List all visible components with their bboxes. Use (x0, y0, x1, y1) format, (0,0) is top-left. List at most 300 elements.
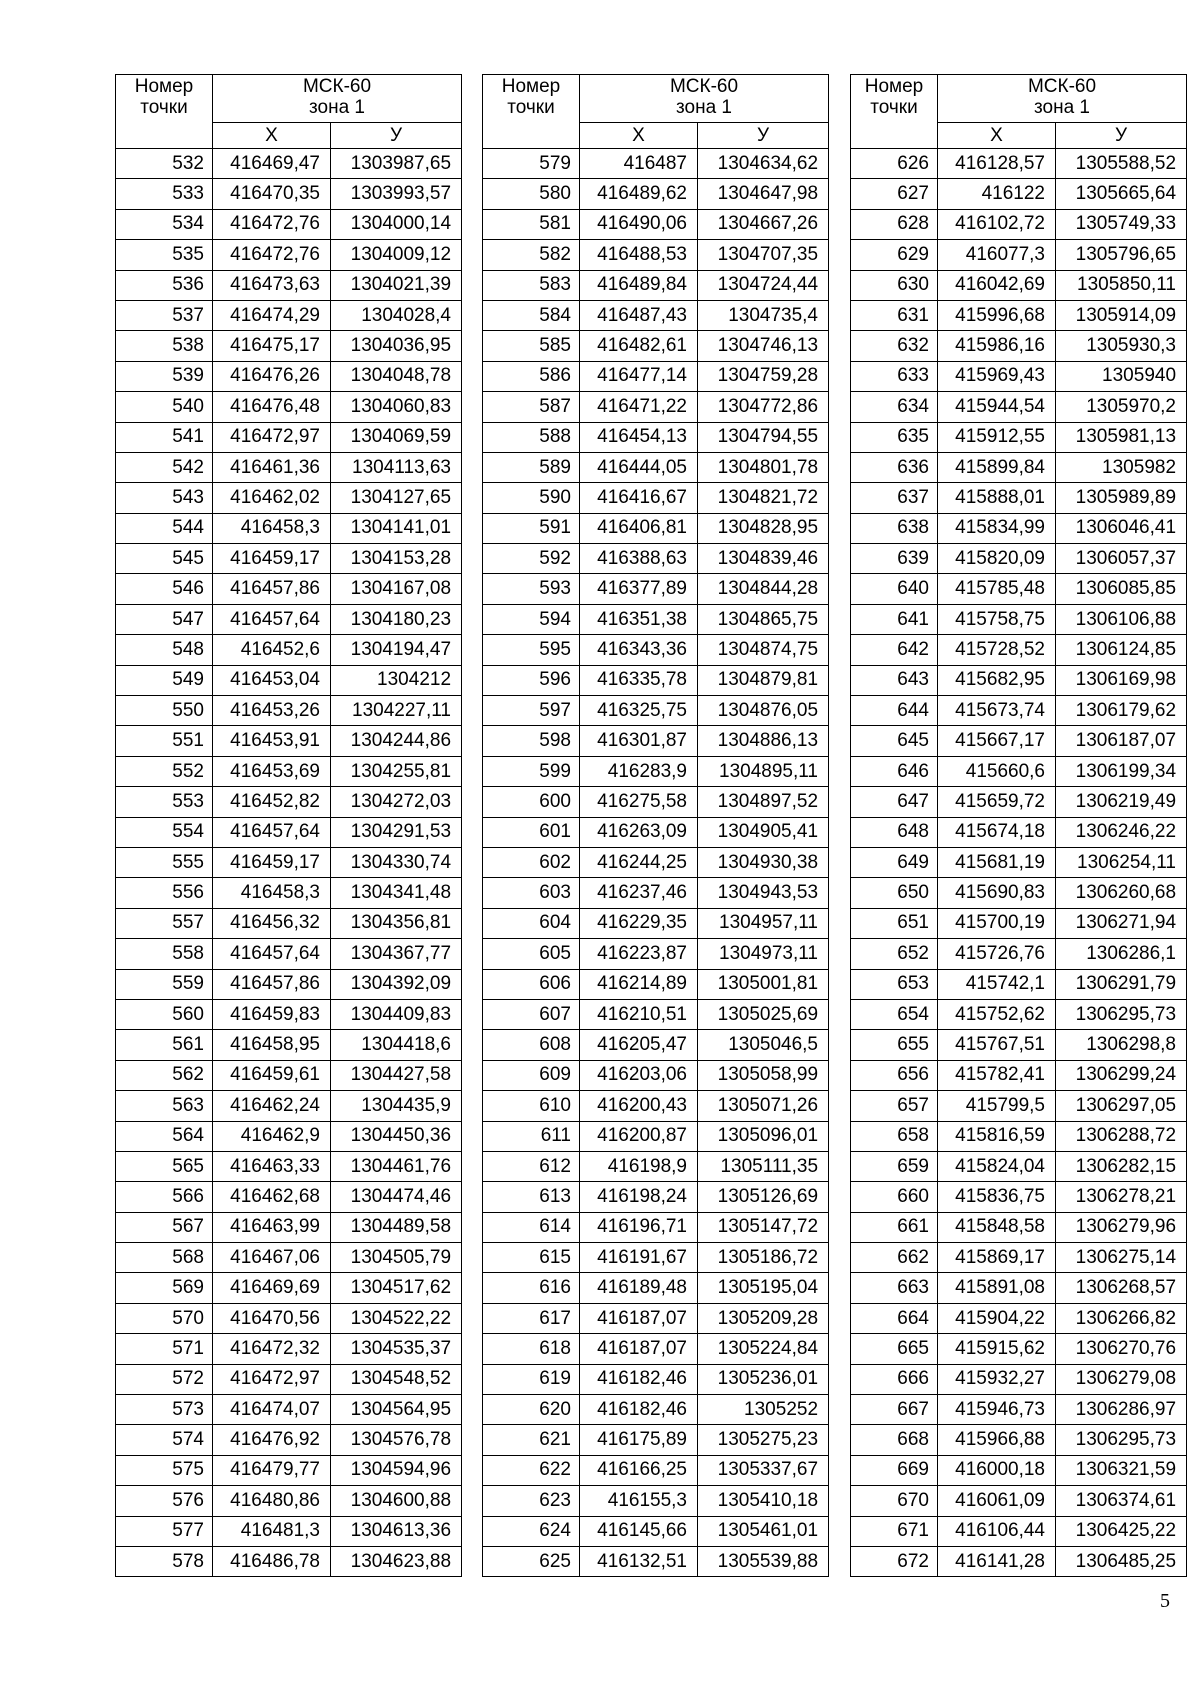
point-number-cell: 644 (851, 696, 938, 726)
y-coordinate-cell: 1306199,34 (1056, 756, 1187, 786)
x-coordinate-cell: 416198,24 (580, 1182, 698, 1212)
y-coordinate-cell: 1306246,22 (1056, 817, 1187, 847)
point-number-cell: 582 (483, 240, 580, 270)
table-row (116, 1546, 462, 1576)
point-number-cell: 669 (851, 1455, 938, 1485)
table-row (116, 665, 462, 695)
y-coordinate-cell: 1306288,72 (1056, 1121, 1187, 1151)
x-coordinate-cell: 416325,75 (580, 696, 698, 726)
y-coordinate-cell: 1304069,59 (331, 422, 462, 452)
point-number-cell: 623 (483, 1486, 580, 1516)
y-coordinate-cell: 1304905,41 (698, 817, 829, 847)
point-number-cell: 624 (483, 1516, 580, 1546)
y-coordinate-cell: 1306295,73 (1056, 1425, 1187, 1455)
x-coordinate-cell: 416343,36 (580, 635, 698, 665)
y-coordinate-cell: 1306321,59 (1056, 1455, 1187, 1485)
y-coordinate-cell: 1304450,36 (331, 1121, 462, 1151)
y-coordinate-cell: 1304489,58 (331, 1212, 462, 1242)
point-number-cell: 554 (116, 817, 213, 847)
x-coordinate-cell: 415824,04 (938, 1151, 1056, 1181)
table-row (116, 1060, 462, 1090)
x-coordinate-cell: 416187,07 (580, 1303, 698, 1333)
point-number-cell: 612 (483, 1151, 580, 1181)
table-row (483, 544, 829, 574)
point-number-cell: 631 (851, 300, 938, 330)
table-row (483, 270, 829, 300)
x-coordinate-cell: 416476,26 (213, 361, 331, 391)
table-row (116, 1425, 462, 1455)
y-coordinate-cell: 1304048,78 (331, 361, 462, 391)
point-number-cell: 667 (851, 1395, 938, 1425)
table-row (483, 1060, 829, 1090)
x-coordinate-cell: 416061,09 (938, 1486, 1056, 1516)
point-number-cell: 604 (483, 908, 580, 938)
table-row (851, 392, 1187, 422)
y-coordinate-cell: 1305940 (1056, 361, 1187, 391)
x-coordinate-cell: 416461,36 (213, 452, 331, 482)
point-number-cell: 621 (483, 1425, 580, 1455)
table-row (483, 939, 829, 969)
y-coordinate-cell: 1304272,03 (331, 787, 462, 817)
table-row (483, 696, 829, 726)
table-row (851, 1303, 1187, 1333)
table-row (851, 604, 1187, 634)
x-coordinate-cell: 416198,9 (580, 1151, 698, 1181)
table-row (483, 908, 829, 938)
point-number-cell: 599 (483, 756, 580, 786)
point-number-cell: 558 (116, 939, 213, 969)
x-coordinate-cell: 415659,72 (938, 787, 1056, 817)
x-coordinate-cell: 415996,68 (938, 300, 1056, 330)
x-coordinate-cell: 416452,82 (213, 787, 331, 817)
y-coordinate-cell: 1304594,96 (331, 1455, 462, 1485)
table-row (116, 696, 462, 726)
table-row (851, 847, 1187, 877)
point-number-cell: 600 (483, 787, 580, 817)
table-row (851, 1486, 1187, 1516)
point-number-cell: 591 (483, 513, 580, 543)
table-row (483, 635, 829, 665)
point-number-cell: 625 (483, 1546, 580, 1576)
x-coordinate-cell: 415767,51 (938, 1030, 1056, 1060)
point-number-cell: 575 (116, 1455, 213, 1485)
x-coordinate-cell: 415726,76 (938, 939, 1056, 969)
point-number-cell: 562 (116, 1060, 213, 1090)
y-coordinate-cell: 1305539,88 (698, 1546, 829, 1576)
point-number-cell: 664 (851, 1303, 938, 1333)
x-coordinate-cell: 416481,3 (213, 1516, 331, 1546)
coordinates-table-3 (850, 74, 1187, 1577)
point-number-cell: 610 (483, 1091, 580, 1121)
y-coordinate-cell: 1304930,38 (698, 847, 829, 877)
table-row (116, 392, 462, 422)
y-coordinate-cell: 1304801,78 (698, 452, 829, 482)
y-coordinate-cell: 1304021,39 (331, 270, 462, 300)
x-coordinate-cell: 416453,26 (213, 696, 331, 726)
y-coordinate-cell: 1306179,62 (1056, 696, 1187, 726)
table-row (116, 209, 462, 239)
x-coordinate-cell: 416488,53 (580, 240, 698, 270)
y-coordinate-cell: 1304255,81 (331, 756, 462, 786)
point-number-cell: 651 (851, 908, 938, 938)
point-number-cell: 645 (851, 726, 938, 756)
x-coordinate-cell: 416145,66 (580, 1516, 698, 1546)
y-coordinate-cell: 1304746,13 (698, 331, 829, 361)
table-row (851, 787, 1187, 817)
table-row (116, 1030, 462, 1060)
x-coordinate-cell: 416480,86 (213, 1486, 331, 1516)
y-coordinate-cell: 1304623,88 (331, 1546, 462, 1576)
x-column-header: Х (213, 123, 331, 149)
point-number-cell: 643 (851, 665, 938, 695)
x-coordinate-cell: 416175,89 (580, 1425, 698, 1455)
y-coordinate-cell: 1306298,8 (1056, 1030, 1187, 1060)
y-coordinate-cell: 1305981,13 (1056, 422, 1187, 452)
x-coordinate-cell: 415899,84 (938, 452, 1056, 482)
point-number-cell: 539 (116, 361, 213, 391)
y-coordinate-cell: 1304957,11 (698, 908, 829, 938)
table-row (851, 1395, 1187, 1425)
point-number-cell: 561 (116, 1030, 213, 1060)
table-row (851, 696, 1187, 726)
y-coordinate-cell: 1305071,26 (698, 1091, 829, 1121)
table-row (851, 361, 1187, 391)
x-coordinate-cell: 416472,97 (213, 422, 331, 452)
x-coordinate-cell: 415888,01 (938, 483, 1056, 513)
table-row (116, 331, 462, 361)
table-row (483, 483, 829, 513)
table-row (116, 847, 462, 877)
y-coordinate-cell: 1304036,95 (331, 331, 462, 361)
x-coordinate-cell: 416475,17 (213, 331, 331, 361)
y-coordinate-cell: 1305914,09 (1056, 300, 1187, 330)
y-coordinate-cell: 1304474,46 (331, 1182, 462, 1212)
table-row (483, 604, 829, 634)
point-number-cell: 634 (851, 392, 938, 422)
point-number-cell: 536 (116, 270, 213, 300)
point-number-cell: 555 (116, 847, 213, 877)
x-coordinate-cell: 416476,48 (213, 392, 331, 422)
y-coordinate-cell: 1306286,97 (1056, 1395, 1187, 1425)
y-coordinate-cell: 1306279,08 (1056, 1364, 1187, 1394)
y-coordinate-cell: 1305989,89 (1056, 483, 1187, 513)
x-coordinate-cell: 416462,68 (213, 1182, 331, 1212)
x-coordinate-cell: 416155,3 (580, 1486, 698, 1516)
point-number-cell: 556 (116, 878, 213, 908)
table-row (483, 361, 829, 391)
table-row (116, 635, 462, 665)
y-coordinate-cell: 1304548,52 (331, 1364, 462, 1394)
y-coordinate-cell: 1304865,75 (698, 604, 829, 634)
table-row (116, 969, 462, 999)
table-row (851, 149, 1187, 179)
x-coordinate-cell: 416487 (580, 149, 698, 179)
point-number-cell: 578 (116, 1546, 213, 1576)
x-coordinate-cell: 416457,64 (213, 939, 331, 969)
y-coordinate-cell: 1305588,52 (1056, 149, 1187, 179)
y-coordinate-cell: 1305410,18 (698, 1486, 829, 1516)
y-coordinate-cell: 1304227,11 (331, 696, 462, 726)
point-number-cell: 603 (483, 878, 580, 908)
x-coordinate-cell: 415799,5 (938, 1091, 1056, 1121)
coordinates-table-2 (482, 74, 829, 1577)
y-coordinate-cell: 1305025,69 (698, 999, 829, 1029)
table-row (851, 331, 1187, 361)
point-number-cell: 653 (851, 969, 938, 999)
point-number-cell: 633 (851, 361, 938, 391)
y-coordinate-cell: 1306106,88 (1056, 604, 1187, 634)
x-coordinate-cell: 416351,38 (580, 604, 698, 634)
point-number-cell: 573 (116, 1395, 213, 1425)
point-number-cell: 570 (116, 1303, 213, 1333)
x-coordinate-cell: 416474,07 (213, 1395, 331, 1425)
point-number-cell: 622 (483, 1455, 580, 1485)
y-coordinate-cell: 1306057,37 (1056, 544, 1187, 574)
point-number-cell: 589 (483, 452, 580, 482)
point-number-cell: 584 (483, 300, 580, 330)
table-row (116, 787, 462, 817)
coordinate-system-header: МСК-60 зона 1 (213, 75, 462, 123)
x-coordinate-cell: 416275,58 (580, 787, 698, 817)
x-coordinate-cell: 416102,72 (938, 209, 1056, 239)
table-row (483, 665, 829, 695)
point-number-cell: 663 (851, 1273, 938, 1303)
x-coordinate-cell: 416470,56 (213, 1303, 331, 1333)
x-coordinate-cell: 415660,6 (938, 756, 1056, 786)
x-coordinate-cell: 416476,92 (213, 1425, 331, 1455)
x-coordinate-cell: 415912,55 (938, 422, 1056, 452)
y-coordinate-cell: 1304839,46 (698, 544, 829, 574)
x-coordinate-cell: 416214,89 (580, 969, 698, 999)
x-coordinate-cell: 416200,43 (580, 1091, 698, 1121)
table-row (116, 1121, 462, 1151)
point-number-cell: 540 (116, 392, 213, 422)
y-coordinate-cell: 1305058,99 (698, 1060, 829, 1090)
y-coordinate-cell: 1306279,96 (1056, 1212, 1187, 1242)
x-coordinate-cell: 415816,59 (938, 1121, 1056, 1151)
y-coordinate-cell: 1305186,72 (698, 1243, 829, 1273)
y-coordinate-cell: 1304009,12 (331, 240, 462, 270)
x-coordinate-cell: 416459,83 (213, 999, 331, 1029)
x-coordinate-cell: 416458,3 (213, 513, 331, 543)
table-row (851, 1516, 1187, 1546)
y-coordinate-cell: 1304874,75 (698, 635, 829, 665)
x-coordinate-cell: 416122 (938, 179, 1056, 209)
y-coordinate-cell: 1304028,4 (331, 300, 462, 330)
page-number: 5 (1160, 1590, 1170, 1612)
y-coordinate-cell: 1304724,44 (698, 270, 829, 300)
table-row (851, 1060, 1187, 1090)
x-coordinate-cell: 416000,18 (938, 1455, 1056, 1485)
x-coordinate-cell: 416472,76 (213, 209, 331, 239)
point-number-cell: 608 (483, 1030, 580, 1060)
y-coordinate-cell: 1306254,11 (1056, 847, 1187, 877)
x-coordinate-cell: 416453,04 (213, 665, 331, 695)
point-number-cell: 626 (851, 149, 938, 179)
y-coordinate-cell: 1306271,94 (1056, 908, 1187, 938)
table-row (483, 1212, 829, 1242)
table-row (483, 392, 829, 422)
point-number-cell: 552 (116, 756, 213, 786)
point-number-cell: 668 (851, 1425, 938, 1455)
y-coordinate-cell: 1304180,23 (331, 604, 462, 634)
table-row (116, 726, 462, 756)
table-row (483, 1546, 829, 1576)
table-row (116, 1243, 462, 1273)
table-row (483, 1091, 829, 1121)
x-coordinate-cell: 415915,62 (938, 1334, 1056, 1364)
y-coordinate-cell: 1304535,37 (331, 1334, 462, 1364)
table-row (483, 999, 829, 1029)
x-coordinate-cell: 415820,09 (938, 544, 1056, 574)
y-coordinate-cell: 1305252 (698, 1395, 829, 1425)
table-row (116, 544, 462, 574)
point-number-cell: 632 (851, 331, 938, 361)
x-coordinate-cell: 416229,35 (580, 908, 698, 938)
point-number-cell: 656 (851, 1060, 938, 1090)
y-coordinate-cell: 1304167,08 (331, 574, 462, 604)
point-number-cell: 565 (116, 1151, 213, 1181)
point-number-cell: 660 (851, 1182, 938, 1212)
point-number-cell: 559 (116, 969, 213, 999)
table-row (851, 726, 1187, 756)
table-row (483, 1455, 829, 1485)
table-row (851, 513, 1187, 543)
table-row (851, 300, 1187, 330)
y-coordinate-cell: 1305749,33 (1056, 209, 1187, 239)
point-number-cell: 543 (116, 483, 213, 513)
y-coordinate-cell: 1306260,68 (1056, 878, 1187, 908)
point-number-cell: 613 (483, 1182, 580, 1212)
x-coordinate-cell: 416301,87 (580, 726, 698, 756)
x-coordinate-cell: 415682,95 (938, 665, 1056, 695)
x-coordinate-cell: 416182,46 (580, 1395, 698, 1425)
x-coordinate-cell: 415752,62 (938, 999, 1056, 1029)
point-number-cell: 564 (116, 1121, 213, 1151)
point-number-cell: 566 (116, 1182, 213, 1212)
y-coordinate-cell: 1306219,49 (1056, 787, 1187, 817)
point-number-cell: 627 (851, 179, 938, 209)
y-coordinate-cell: 1304667,26 (698, 209, 829, 239)
y-coordinate-cell: 1304367,77 (331, 939, 462, 969)
table-row (851, 1182, 1187, 1212)
table-row (483, 726, 829, 756)
table-row (851, 1273, 1187, 1303)
table-row (483, 1151, 829, 1181)
point-number-cell: 595 (483, 635, 580, 665)
point-number-cell: 537 (116, 300, 213, 330)
y-column-header: У (698, 123, 829, 149)
x-coordinate-cell: 416459,17 (213, 544, 331, 574)
point-number-cell: 569 (116, 1273, 213, 1303)
y-coordinate-cell: 1304392,09 (331, 969, 462, 999)
point-number-cell: 641 (851, 604, 938, 634)
point-number-cell: 666 (851, 1364, 938, 1394)
y-coordinate-cell: 1305970,2 (1056, 392, 1187, 422)
point-number-cell: 588 (483, 422, 580, 452)
table-row (483, 422, 829, 452)
x-coordinate-cell: 415785,48 (938, 574, 1056, 604)
y-coordinate-cell: 1305665,64 (1056, 179, 1187, 209)
point-number-cell: 662 (851, 1243, 938, 1273)
table-row (116, 908, 462, 938)
y-coordinate-cell: 1304895,11 (698, 756, 829, 786)
y-coordinate-cell: 1304461,76 (331, 1151, 462, 1181)
x-coordinate-cell: 416489,62 (580, 179, 698, 209)
y-coordinate-cell: 1306266,82 (1056, 1303, 1187, 1333)
x-coordinate-cell: 415904,22 (938, 1303, 1056, 1333)
table-row (851, 1334, 1187, 1364)
table-row (851, 179, 1187, 209)
x-coordinate-cell: 415966,88 (938, 1425, 1056, 1455)
table-row (483, 300, 829, 330)
table-row (483, 1425, 829, 1455)
y-coordinate-cell: 1305796,65 (1056, 240, 1187, 270)
table-row (116, 574, 462, 604)
x-coordinate-cell: 416472,97 (213, 1364, 331, 1394)
y-coordinate-cell: 1304409,83 (331, 999, 462, 1029)
x-coordinate-cell: 416205,47 (580, 1030, 698, 1060)
x-coordinate-cell: 415834,99 (938, 513, 1056, 543)
y-coordinate-cell: 1304427,58 (331, 1060, 462, 1090)
x-coordinate-cell: 416471,22 (580, 392, 698, 422)
y-coordinate-cell: 1305236,01 (698, 1364, 829, 1394)
table-row (116, 1212, 462, 1242)
y-coordinate-cell: 1305111,35 (698, 1151, 829, 1181)
y-coordinate-cell: 1304505,79 (331, 1243, 462, 1273)
table-row (483, 452, 829, 482)
point-number-cell: 542 (116, 452, 213, 482)
y-coordinate-cell: 1306286,1 (1056, 939, 1187, 969)
x-coordinate-cell: 416463,99 (213, 1212, 331, 1242)
y-coordinate-cell: 1306268,57 (1056, 1273, 1187, 1303)
table-row (116, 452, 462, 482)
y-coordinate-cell: 1305046,5 (698, 1030, 829, 1060)
table-row (851, 544, 1187, 574)
point-number-cell: 557 (116, 908, 213, 938)
x-coordinate-cell: 415969,43 (938, 361, 1056, 391)
table-row (116, 878, 462, 908)
point-number-cell: 548 (116, 635, 213, 665)
point-number-cell: 654 (851, 999, 938, 1029)
y-coordinate-cell: 1304647,98 (698, 179, 829, 209)
table-row (483, 1516, 829, 1546)
x-coordinate-cell: 416388,63 (580, 544, 698, 574)
point-number-cell: 671 (851, 1516, 938, 1546)
table-row (851, 908, 1187, 938)
point-number-cell: 579 (483, 149, 580, 179)
point-number-cell: 538 (116, 331, 213, 361)
x-coordinate-cell: 415742,1 (938, 969, 1056, 999)
x-coordinate-cell: 416132,51 (580, 1546, 698, 1576)
y-coordinate-cell: 1303987,65 (331, 149, 462, 179)
table-row (851, 1091, 1187, 1121)
point-number-cell: 657 (851, 1091, 938, 1121)
table-row (851, 817, 1187, 847)
y-coordinate-cell: 1304828,95 (698, 513, 829, 543)
point-number-cell: 637 (851, 483, 938, 513)
point-number-cell: 649 (851, 847, 938, 877)
y-coordinate-cell: 1304330,74 (331, 847, 462, 877)
x-coordinate-cell: 415932,27 (938, 1364, 1056, 1394)
y-coordinate-cell: 1306169,98 (1056, 665, 1187, 695)
point-number-cell: 661 (851, 1212, 938, 1242)
table-row (851, 452, 1187, 482)
y-coordinate-cell: 1306085,85 (1056, 574, 1187, 604)
y-coordinate-cell: 1306297,05 (1056, 1091, 1187, 1121)
y-coordinate-cell: 1305850,11 (1056, 270, 1187, 300)
table-row (116, 1455, 462, 1485)
